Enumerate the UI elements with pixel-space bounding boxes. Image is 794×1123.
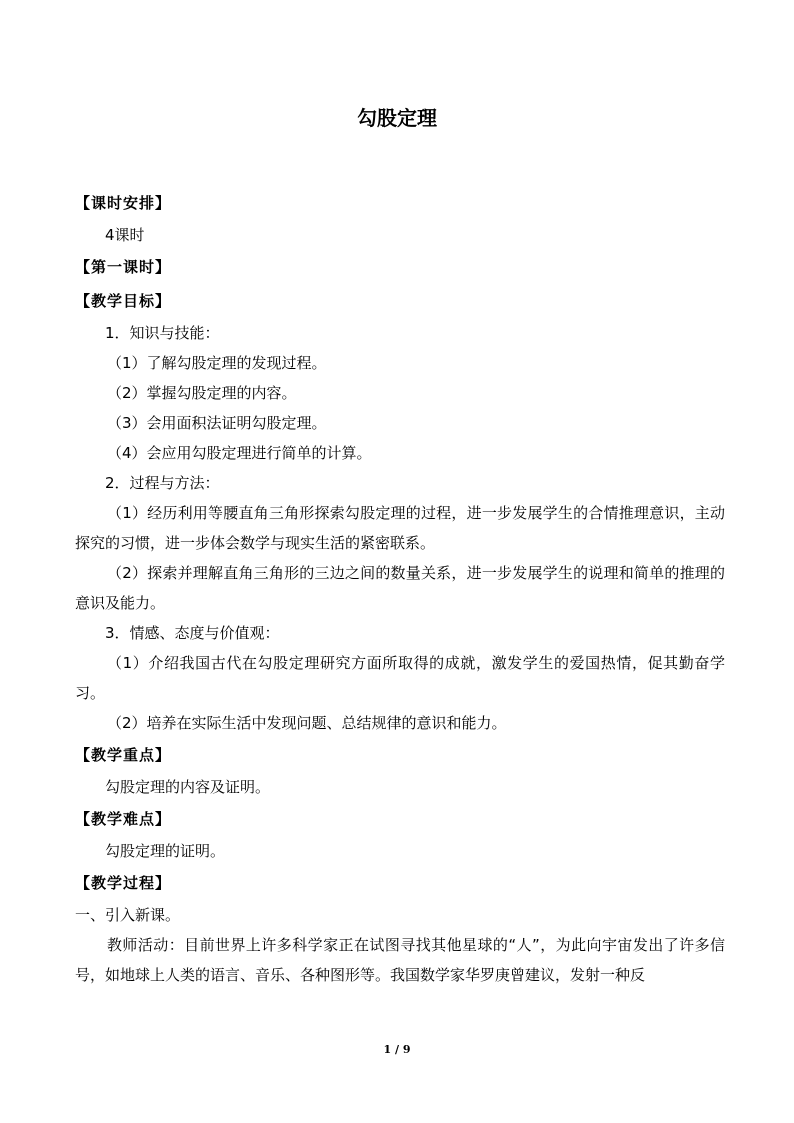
lesson1-heading: 【第一课时】 bbox=[75, 258, 172, 276]
goal3-item: （1）介绍我国古代在勾股定理研究方面所取得的成就，激发学生的爱国热情，促其勤奋学习。 bbox=[75, 654, 725, 702]
goal2-item: （1）经历利用等腰直角三角形探索勾股定理的过程，进一步发展学生的合情推理意识，主动探究的习惯，进一步体会数学与现实生活的紧密联系。 bbox=[75, 504, 725, 552]
difficulty-heading: 【教学难点】 bbox=[75, 810, 172, 828]
goal2-title: 2．过程与方法： bbox=[105, 474, 220, 492]
goal2-item: （2）探索并理解直角三角形的三边之间的数量关系，进一步发展学生的说理和简单的推理的意识及能力。 bbox=[75, 564, 725, 612]
goal1-item: （3）会用面积法证明勾股定理。 bbox=[107, 414, 327, 432]
goal1-item: （2）掌握勾股定理的内容。 bbox=[107, 384, 297, 402]
keypoint-heading: 【教学重点】 bbox=[75, 746, 172, 764]
process-text: 教师活动：目前世界上许多科学家正在试图寻找其他星球的“人”，为此向宇宙发出了许多信号，如地球上人类的语言、音乐、各种图形等。我国数学家华罗庚曾建议，发射一种反 bbox=[75, 936, 725, 984]
document-title: 勾股定理 bbox=[357, 106, 437, 130]
document-body bbox=[75, 186, 725, 990]
page-number: 1 / 9 bbox=[383, 1043, 411, 1056]
goal3-title: 3．情感、态度与价值观： bbox=[105, 624, 280, 642]
process-step: 一、引入新课。 bbox=[75, 906, 181, 924]
schedule-heading: 【课时安排】 bbox=[75, 194, 172, 212]
goal1-item: （4）会应用勾股定理进行简单的计算。 bbox=[107, 444, 372, 462]
keypoint-text: 勾股定理的内容及证明。 bbox=[105, 778, 271, 796]
goals-heading: 【教学目标】 bbox=[75, 292, 172, 310]
goal3-item: （2）培养在实际生活中发现问题、总结规律的意识和能力。 bbox=[107, 714, 507, 732]
goal1-title: 1．知识与技能： bbox=[105, 324, 220, 342]
schedule-text: 4课时 bbox=[105, 226, 145, 244]
difficulty-text: 勾股定理的证明。 bbox=[105, 842, 226, 860]
process-heading: 【教学过程】 bbox=[75, 874, 172, 892]
goal1-item: （1）了解勾股定理的发现过程。 bbox=[107, 354, 327, 372]
